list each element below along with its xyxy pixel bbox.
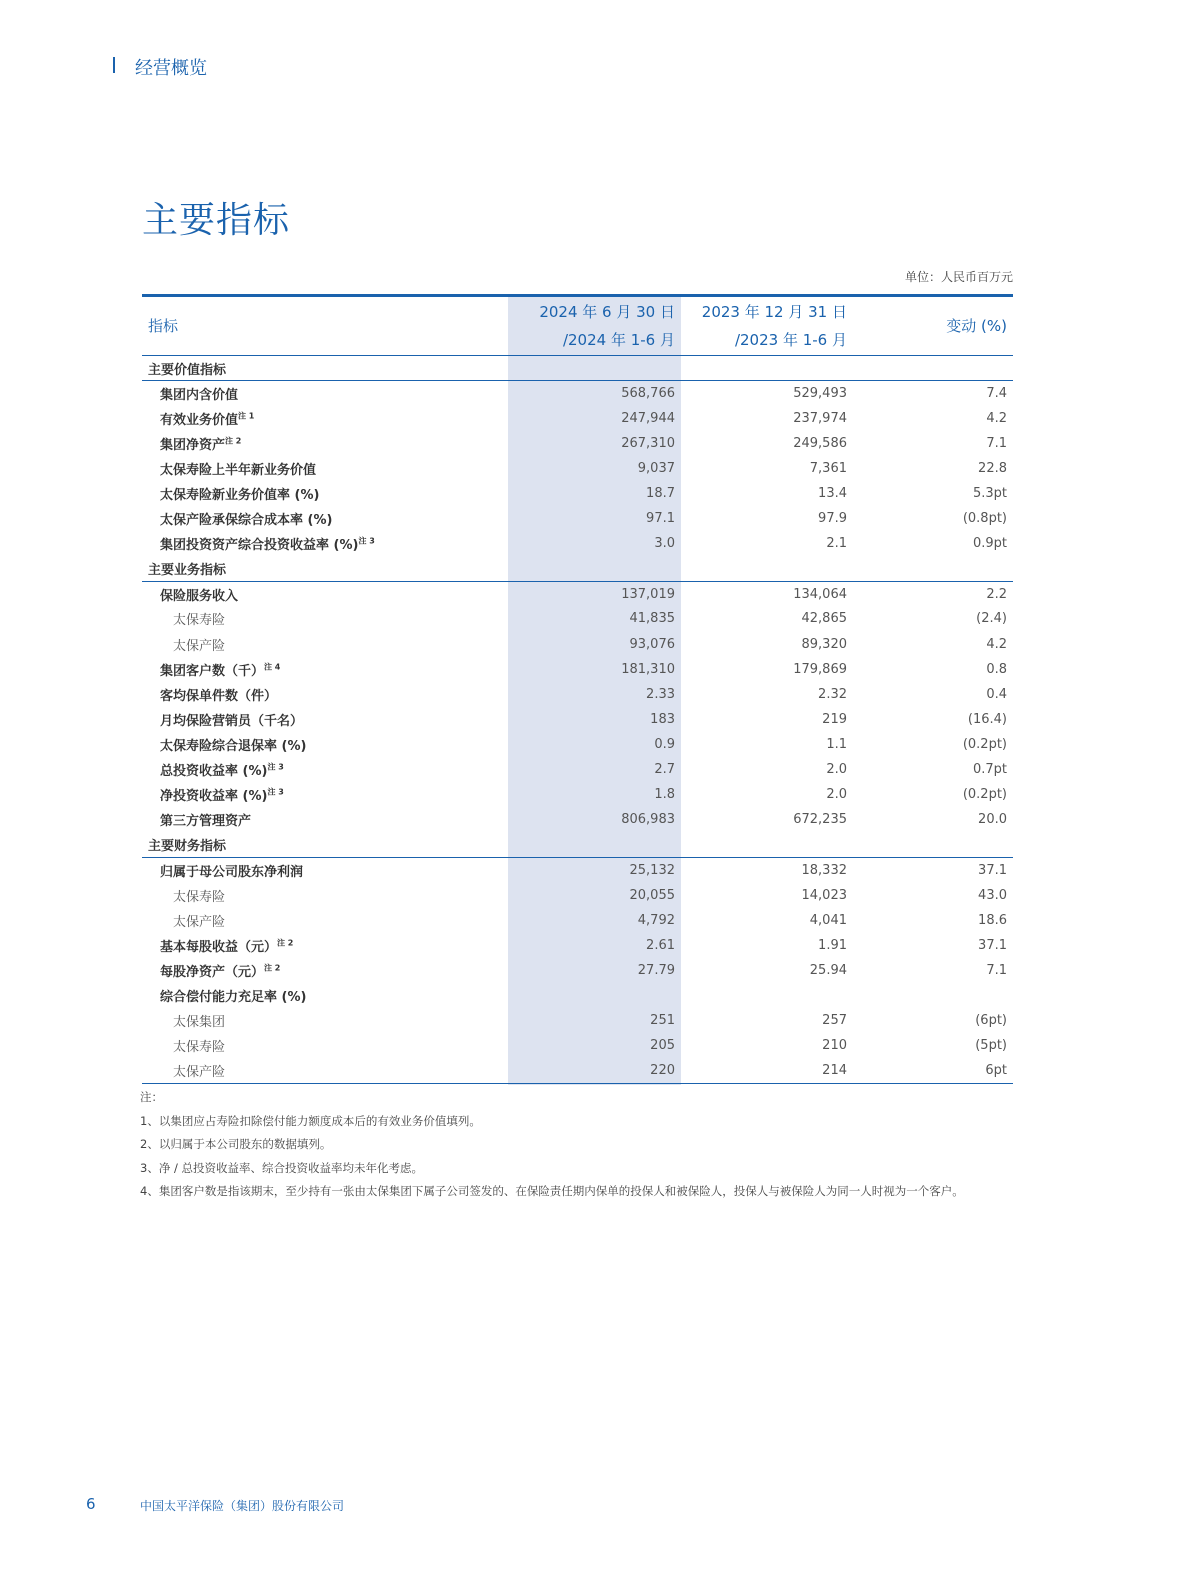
prior-value: 1.91 (818, 937, 847, 953)
change-value: 0.8 (986, 661, 1007, 677)
footnote-ref: 注 1 (238, 411, 255, 421)
note-title: 注： (140, 1090, 163, 1104)
row-label-text: 主要财务指标 (148, 839, 227, 855)
row-label (142, 908, 508, 933)
table-row (142, 933, 1013, 958)
change-value: 7.1 (986, 962, 1007, 978)
row-label-text: 主要价值指标 (148, 362, 227, 378)
row-label (142, 381, 508, 406)
prior-value: 2.1 (826, 536, 847, 552)
row-label-text: 太保产险 (173, 638, 226, 654)
page-title: 主要指标 (142, 200, 291, 241)
current-value: 220 (508, 1058, 681, 1083)
change-value: (2.4) (976, 611, 1007, 627)
prior-value: 25.94 (809, 962, 847, 978)
row-label-text: 太保产险 (173, 1064, 226, 1080)
change-value: 0.9pt (972, 536, 1007, 552)
prior-value: 179,869 (793, 661, 847, 677)
current-value: 20,055 (629, 887, 675, 903)
prior-value: 134,064 (793, 586, 847, 602)
prior-value: 237,974 (793, 410, 847, 426)
table-row (142, 707, 1013, 732)
table-row (142, 908, 1013, 933)
row-label-text: 太保寿险 (173, 1040, 226, 1056)
page-number: 6 (86, 1495, 96, 1513)
table-row (142, 431, 1013, 456)
change-value: (5pt) (975, 1038, 1007, 1054)
footnote-ref: 注 4 (264, 662, 281, 672)
key-indicators-table (142, 294, 1013, 1084)
row-label-text: 集团净资产 (160, 437, 226, 453)
change-value: (0.2pt) (962, 736, 1007, 752)
table-row (142, 882, 1013, 907)
change-value: 43.0 (978, 887, 1007, 903)
change-value (853, 832, 1013, 857)
current-value (508, 832, 681, 857)
table-row (142, 632, 1013, 657)
prior-value: 4,041 (809, 912, 847, 928)
row-label-text: 太保寿险上半年新业务价值 (160, 462, 317, 478)
row-label-text: 太保寿险 (173, 613, 226, 629)
change-value: 7.4 (986, 385, 1007, 401)
prior-value: 672,235 (793, 812, 847, 828)
current-value: 183 (650, 711, 675, 727)
prior-value: 14,023 (801, 887, 847, 903)
row-label (142, 958, 508, 983)
current-value: 0.9 (654, 736, 675, 752)
change-value: 2.2 (986, 586, 1007, 602)
row-label (142, 657, 508, 682)
table-row (142, 958, 1013, 983)
table-row (142, 581, 1013, 606)
row-label (142, 857, 508, 882)
row-label (142, 581, 508, 606)
header-current-line1: 2024 年 6 月 30 日 (539, 303, 675, 321)
row-label-text: 太保产险承保综合成本率 (%) (160, 513, 333, 529)
change-value: 37.1 (978, 862, 1007, 878)
current-value: 181,310 (621, 661, 675, 677)
row-label-text: 保险服务收入 (160, 588, 239, 604)
header-current-line2: /2024 年 1-6 月 (562, 331, 675, 349)
change-value (853, 983, 1013, 1008)
current-value (508, 556, 681, 581)
row-label (142, 606, 508, 631)
header-prior-line1: 2023 年 12 月 31 日 (701, 303, 847, 321)
footnote-ref: 注 2 (225, 436, 242, 446)
section-row (142, 556, 1013, 581)
table-row (142, 606, 1013, 631)
row-label (142, 782, 508, 807)
row-label-text: 集团投资资产综合投资收益率 (%) (160, 538, 359, 554)
note-4: 4、集团客户数是指该期末，至少持有一张由太保集团下属子公司签发的、在保险责任期内保单的投保人和被保险人，投保人与被保险人为同一人时视为一个客户。 (140, 1184, 964, 1198)
change-value: 0.4 (986, 686, 1007, 702)
row-label-text: 综合偿付能力充足率 (%) (160, 989, 307, 1005)
current-value: 93,076 (629, 636, 675, 652)
row-label-text: 太保集团 (173, 1014, 226, 1030)
prior-value: 529,493 (793, 385, 847, 401)
table-row (142, 381, 1013, 406)
row-label (142, 933, 508, 958)
row-label-text: 基本每股收益（元） (160, 939, 278, 955)
current-value: 27.79 (637, 962, 675, 978)
table-row (142, 983, 1013, 1008)
header-prior-period (681, 296, 853, 356)
note-3: 3、净 / 总投资收益率、综合投资收益率均未年化考虑。 (140, 1160, 423, 1175)
prior-value: 89,320 (801, 636, 847, 652)
prior-value: 214 (681, 1058, 853, 1083)
current-value: 806,983 (621, 812, 675, 828)
change-value: 0.7pt (972, 762, 1007, 778)
row-label (142, 682, 508, 707)
table-row (142, 406, 1013, 431)
prior-value: 257 (822, 1012, 847, 1028)
change-value: 22.8 (978, 460, 1007, 476)
section-row (142, 832, 1013, 857)
header-change: 变动 (%) (853, 296, 1013, 356)
section-label-cell (142, 556, 508, 581)
prior-value (681, 983, 853, 1008)
row-label (142, 506, 508, 531)
change-value: (6pt) (975, 1012, 1007, 1028)
row-label (142, 632, 508, 657)
table-header-row (142, 296, 1013, 356)
footnote-ref: 注 3 (267, 787, 284, 797)
current-value (508, 983, 681, 1008)
current-value: 247,944 (621, 410, 675, 426)
prior-value: 18,332 (801, 862, 847, 878)
table-row (142, 657, 1013, 682)
current-value: 97.1 (646, 511, 675, 527)
row-label-text: 月均保险营销员（千名） (160, 713, 304, 729)
change-value: 20.0 (978, 812, 1007, 828)
header-indicator: 指标 (142, 296, 508, 356)
current-value: 1.8 (654, 787, 675, 803)
current-value (508, 356, 681, 381)
table-row (142, 732, 1013, 757)
table-row (142, 1008, 1013, 1033)
row-label-text: 净投资收益率 (%) (160, 789, 268, 805)
current-value: 205 (650, 1038, 675, 1054)
prior-value: 219 (822, 711, 847, 727)
change-value: 7.1 (986, 435, 1007, 451)
row-label (142, 757, 508, 782)
table-row (142, 857, 1013, 882)
change-value: (16.4) (967, 711, 1007, 727)
table-row (142, 1058, 1013, 1083)
current-value: 251 (650, 1012, 675, 1028)
header-current-period (508, 296, 681, 356)
footnote-ref: 注 2 (277, 938, 294, 948)
current-value: 2.7 (654, 762, 675, 778)
prior-value: 210 (822, 1038, 847, 1054)
section-row (142, 356, 1013, 381)
table-row (142, 757, 1013, 782)
current-value: 2.61 (646, 937, 675, 953)
note-1: 1、以集团应占寿险扣除偿付能力额度成本后的有效业务价值填列。 (140, 1113, 481, 1128)
row-label (142, 983, 508, 1008)
section-label: 经营概览 (135, 58, 207, 79)
current-value: 137,019 (621, 586, 675, 602)
table-row (142, 807, 1013, 832)
row-label-text: 太保产险 (173, 914, 226, 930)
change-value (853, 356, 1013, 381)
footnote-ref: 注 3 (267, 762, 284, 772)
current-value: 25,132 (629, 862, 675, 878)
footnote-ref: 注 3 (358, 536, 375, 546)
row-label (142, 531, 508, 556)
prior-value: 97.9 (818, 511, 847, 527)
current-value: 267,310 (621, 435, 675, 451)
row-label (142, 431, 508, 456)
row-label-text: 每股净资产（元） (160, 964, 265, 980)
prior-value: 1.1 (826, 736, 847, 752)
row-label-text: 归属于母公司股东净利润 (160, 864, 304, 880)
row-label (142, 481, 508, 506)
row-label-text: 集团内含价值 (160, 387, 239, 403)
table-row (142, 531, 1013, 556)
row-label-text: 客均保单件数（件） (160, 688, 278, 704)
row-label-text: 集团客户数（千） (160, 663, 265, 679)
header-prior-line2: /2023 年 1-6 月 (734, 331, 847, 349)
row-label (142, 406, 508, 431)
table-body (142, 356, 1013, 1084)
section-marker (113, 57, 115, 73)
change-value (853, 556, 1013, 581)
key-indicators-table-wrap (142, 294, 1013, 1084)
notes (140, 1088, 964, 1206)
change-value: 6pt (853, 1058, 1013, 1083)
section-label-cell (142, 832, 508, 857)
row-label-text: 第三方管理资产 (160, 814, 252, 830)
prior-value: 2.0 (826, 787, 847, 803)
prior-value: 42,865 (801, 611, 847, 627)
change-value: 4.2 (986, 636, 1007, 652)
table-row (142, 782, 1013, 807)
prior-value: 2.32 (818, 686, 847, 702)
row-label (142, 732, 508, 757)
prior-value: 7,361 (809, 460, 847, 476)
row-label-text: 总投资收益率 (%) (160, 764, 268, 780)
prior-value (681, 556, 853, 581)
prior-value (681, 832, 853, 857)
row-label (142, 882, 508, 907)
table-row (142, 1033, 1013, 1058)
prior-value: 249,586 (793, 435, 847, 451)
row-label (142, 807, 508, 832)
change-value: 37.1 (978, 937, 1007, 953)
row-label (142, 707, 508, 732)
row-label-text: 太保寿险综合退保率 (%) (160, 738, 307, 754)
footnote-ref: 注 2 (264, 963, 281, 973)
prior-value: 13.4 (818, 486, 847, 502)
change-value: (0.8pt) (962, 511, 1007, 527)
prior-value: 2.0 (826, 762, 847, 778)
current-value: 9,037 (637, 460, 675, 476)
prior-value (681, 356, 853, 381)
change-value: 4.2 (986, 410, 1007, 426)
row-label-text: 主要业务指标 (148, 563, 227, 579)
note-2: 2、以归属于本公司股东的数据填列。 (140, 1137, 332, 1151)
table-row (142, 682, 1013, 707)
row-label-text: 有效业务价值 (160, 412, 239, 428)
row-label (142, 1008, 508, 1033)
current-value: 568,766 (621, 385, 675, 401)
table-row (142, 481, 1013, 506)
row-label (142, 456, 508, 481)
table-row (142, 456, 1013, 481)
section-label-cell (142, 356, 508, 381)
current-value: 4,792 (637, 912, 675, 928)
change-value: 18.6 (978, 912, 1007, 928)
row-label (142, 1033, 508, 1058)
current-value: 18.7 (646, 486, 675, 502)
row-label-text: 太保寿险新业务价值率 (%) (160, 488, 320, 504)
change-value: (0.2pt) (962, 787, 1007, 803)
unit-label: 单位：人民币百万元 (904, 270, 1013, 284)
footer-company: 中国太平洋保险（集团）股份有限公司 (140, 1499, 345, 1513)
table-row (142, 506, 1013, 531)
current-value: 41,835 (629, 611, 675, 627)
row-label (142, 1058, 508, 1083)
change-value: 5.3pt (972, 486, 1007, 502)
current-value: 2.33 (646, 686, 675, 702)
current-value: 3.0 (654, 536, 675, 552)
row-label-text: 太保寿险 (173, 889, 226, 905)
